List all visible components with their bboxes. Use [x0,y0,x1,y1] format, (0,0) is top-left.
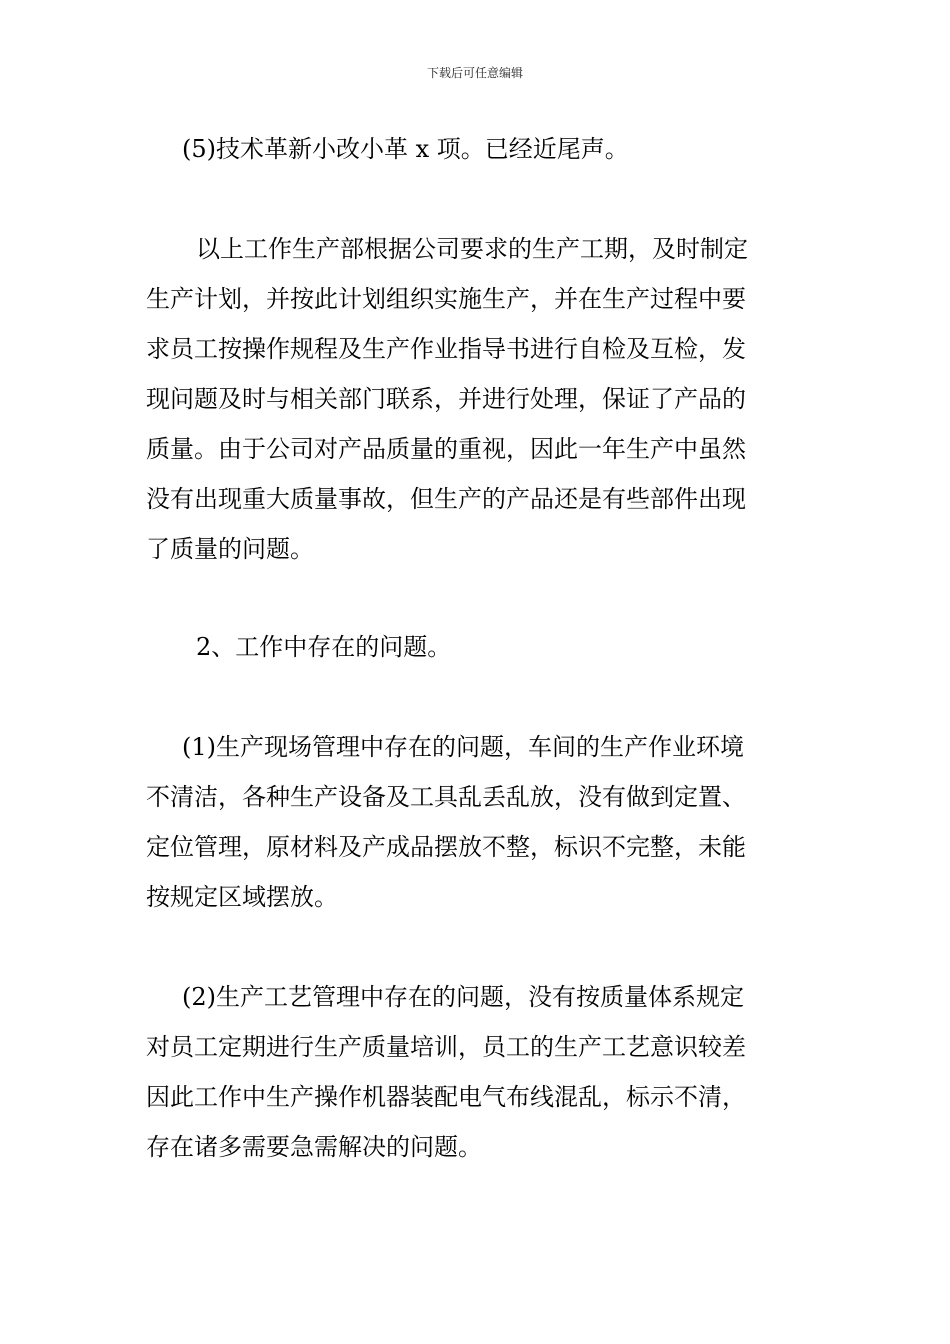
paragraph-4-line-1: (1)生产现场管理中存在的问题，车间的生产作业环境 [182,733,744,761]
paragraph-2-line-2: 生产计划，并按此计划组织实施生产，并在生产过程中要 [146,285,746,313]
paragraph-5-line-2: 对员工定期进行生产质量培训，员工的生产工艺意识较差 [146,1033,746,1061]
paragraph-2-line-4: 现问题及时与相关部门联系，并进行处理，保证了产品的 [146,385,746,413]
paragraph-2-line-5: 质量。由于公司对产品质量的重视，因此一年生产中虽然 [146,435,746,463]
paragraph-2-line-6: 没有出现重大质量事故，但生产的产品还是有些部件出现 [146,485,746,513]
paragraph-4-line-3: 定位管理，原材料及产成品摆放不整，标识不完整，未能 [146,833,746,861]
paragraph-4-line-2: 不清洁，各种生产设备及工具乱丢乱放，没有做到定置、 [146,783,746,811]
paragraph-5-line-4: 存在诸多需要急需解决的问题。 [146,1133,482,1161]
paragraph-5-line-1: (2)生产工艺管理中存在的问题，没有按质量体系规定 [182,983,744,1011]
paragraph-1-line-1: (5)技术革新小改小革 x 项。已经近尾声。 [182,135,629,163]
paragraph-2-line-7: 了质量的问题。 [146,535,314,563]
paragraph-5-line-3: 因此工作中生产操作机器装配电气布线混乱，标示不清， [146,1083,746,1111]
paragraph-2-line-3: 求员工按操作规程及生产作业指导书进行自检及互检，发 [146,335,746,363]
paragraph-4-line-4: 按规定区域摆放。 [146,883,338,911]
section-heading: 2、工作中存在的问题。 [196,633,452,661]
page-header: 下载后可任意编辑 [426,66,523,80]
paragraph-2-line-1: 以上工作生产部根据公司要求的生产工期，及时制定 [196,235,748,263]
